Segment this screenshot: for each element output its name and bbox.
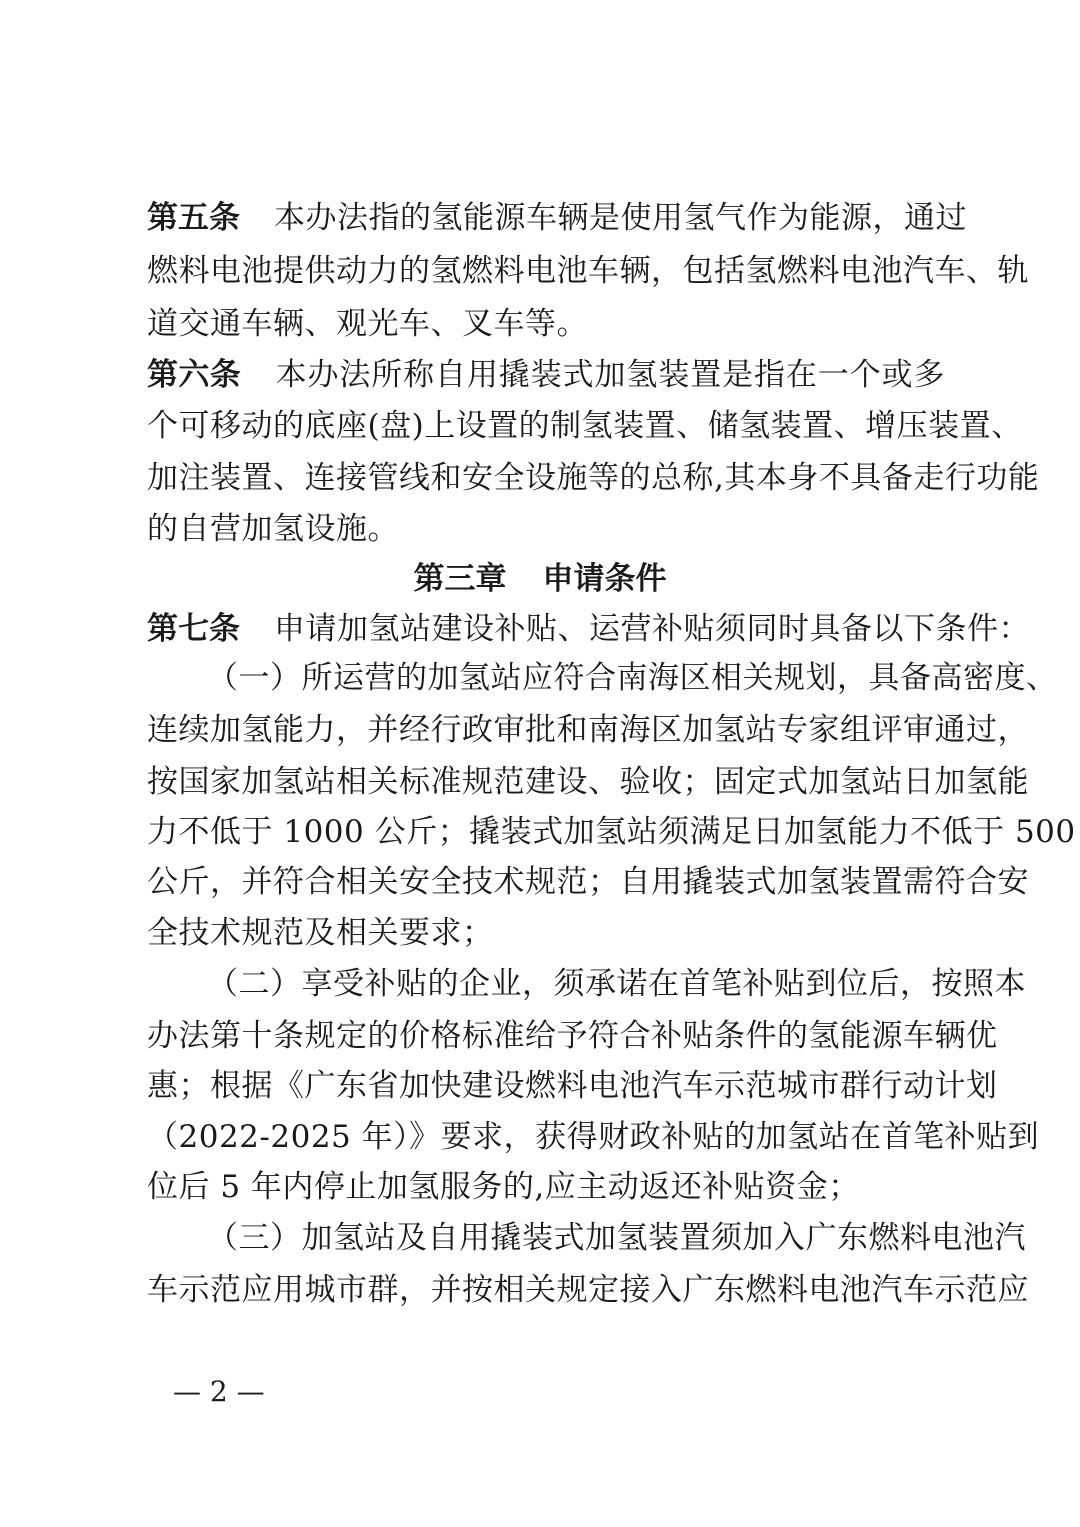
page-number: — 2 — (173, 1375, 265, 1408)
article6-line-3: 加注装置、连接管线和安全设施等的总称,其本身不具备走行功能 (147, 460, 1040, 496)
article6-label: 第六条 (147, 357, 242, 393)
article6-line-4: 的自营加氢设施。 (147, 511, 399, 547)
article7-line-7: 全技术规范及相关要求； (147, 915, 494, 951)
article7-line-14: 车示范应用城市群，并按相关规定接入广东燃料电池汽车示范应 (147, 1272, 1029, 1308)
article7-line-3: 连续加氢能力，并经行政审批和南海区加氢站专家组评审通过， (147, 712, 1029, 748)
article7-line-9: 办法第十条规定的价格标准给予符合补贴条件的氢能源车辆优 (147, 1018, 998, 1054)
article7-line-10: 惠；根据《广东省加快建设燃料电池汽车示范城市群行动计划 (147, 1068, 998, 1104)
article6-line-1 (147, 349, 945, 401)
article7-line-5: 力不低于 1000 公斤；撬装式加氢站须满足日加氢能力不低于 500 (147, 814, 1076, 850)
article7-line-8: （二）享受补贴的企业，须承诺在首笔补贴到位后，按照本 (207, 966, 1026, 1002)
article5-text-1: 本办法指的氢能源车辆是使用氢气作为能源，通过 (274, 200, 967, 236)
chapter-number: 第三章 (413, 561, 507, 597)
article6-text-1: 本办法所称自用撬装式加氢装置是指在一个或多 (275, 357, 945, 393)
chapter-heading (0, 553, 1080, 605)
article6-line-2: 个可移动的底座(盘)上设置的制氢装置、储氢装置、增压装置、 (147, 408, 1023, 444)
article7-line-11: （2022-2025 年）》要求，获得财政补贴的加氢站在首笔补贴到 (147, 1119, 1040, 1155)
article7-line-4: 按国家加氢站相关标准规范建设、验收；固定式加氢站日加氢能 (147, 764, 1029, 800)
article7-line-12: 位后 5 年内停止加氢服务的,应主动返还补贴资金； (147, 1169, 860, 1205)
article7-line-6: 公斤，并符合相关安全技术规范；自用撬装式加氢装置需符合安 (147, 864, 1029, 900)
article7-line-1 (147, 603, 1030, 655)
article7-text-1: 申请加氢站建设补贴、运营补贴须同时具备以下条件： (274, 611, 1030, 647)
article5-label: 第五条 (147, 200, 240, 236)
chapter-title: 申请条件 (542, 561, 667, 597)
article7-line-13: （三）加氢站及自用撬装式加氢装置须加入广东燃料电池汽 (207, 1220, 1026, 1256)
article5-line-1 (147, 192, 967, 244)
article7-line-2: （一）所运营的加氢站应符合南海区相关规划，具备高密度、 (207, 660, 1058, 696)
article5-line-2: 燃料电池提供动力的氢燃料电池车辆，包括氢燃料电池汽车、轨 (147, 253, 1029, 289)
article5-line-3: 道交通车辆、观光车、叉车等。 (147, 306, 588, 342)
article7-label: 第七条 (147, 611, 240, 647)
